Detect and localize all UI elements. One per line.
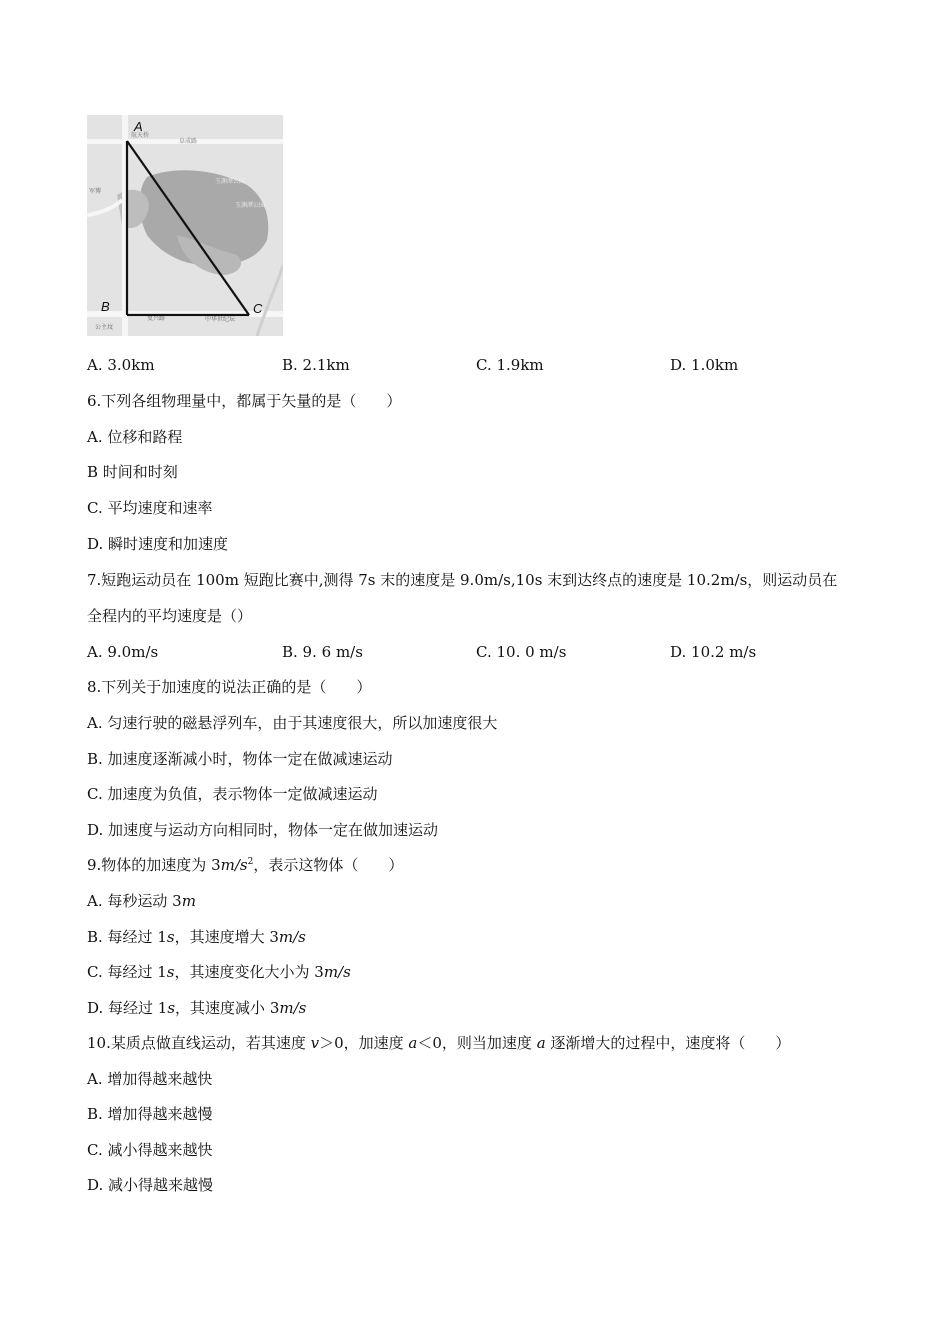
q9-option-b-unit-ms: m/s — [278, 928, 306, 946]
q9-option-d-text: D. 每经过 1 — [87, 999, 168, 1017]
q9-option-b-text: B. 每经过 1 — [87, 928, 167, 946]
q10-var-a-2: a — [536, 1034, 546, 1052]
map-label: 中华世纪坛 — [205, 316, 236, 323]
vertex-label-b: B — [101, 299, 110, 314]
q9-option-b-unit-s: s — [166, 928, 175, 946]
q7-option-b: B. 9. 6 m/s — [282, 643, 363, 661]
q5-option-b: B. 2.1km — [282, 356, 350, 374]
q10-var-a: a — [408, 1034, 418, 1052]
map-label: 航天桥 — [131, 132, 150, 139]
q10-option-a: A. 增加得越来越快 — [87, 1070, 213, 1088]
q9-option-c-mid: ，其速度变化大小为 3 — [174, 963, 324, 981]
q10-stem-p2: ＞0，加速度 — [319, 1034, 409, 1052]
q9-option-a — [87, 891, 196, 911]
q9-option-a-unit: m — [181, 892, 196, 910]
q6-option-c: C. 平均速度和速率 — [87, 499, 213, 517]
q10-stem-p3: ＜0，则当加速度 — [417, 1034, 537, 1052]
q10-stem-p4: 逐渐增大的过程中，速度将（ ） — [545, 1034, 791, 1052]
q9-stem-suffix: ，表示这物体（ ） — [253, 856, 404, 874]
q8-stem: 8.下列关于加速度的说法正确的是（ ） — [87, 678, 372, 696]
q10-option-b: B. 增加得越来越慢 — [87, 1105, 213, 1123]
q9-option-c-text: C. 每经过 1 — [87, 963, 167, 981]
q9-option-d-unit-ms: m/s — [279, 999, 307, 1017]
q10-option-c: C. 减小得越来越快 — [87, 1141, 213, 1159]
map-label: 玉渊潭公园 — [215, 178, 246, 185]
q9-option-b-mid: ，其速度增大 3 — [174, 928, 279, 946]
q9-stem-prefix: 9.物体的加速度为 3 — [87, 856, 221, 874]
q8-option-d: D. 加速度与运动方向相同时，物体一定在做加速运动 — [87, 821, 439, 839]
q10-var-v: v — [310, 1034, 320, 1052]
q9-unit-s: /s — [234, 856, 248, 874]
q10-option-d: D. 减小得越来越慢 — [87, 1176, 214, 1194]
map-label: 公主坟 — [95, 324, 114, 331]
q6-option-a: A. 位移和路程 — [87, 428, 183, 446]
q9-option-d-unit-s: s — [167, 999, 176, 1017]
q9-unit-m: m — [220, 856, 235, 874]
q7-stem-line2: 全程内的平均速度是（） — [87, 607, 253, 625]
q8-option-a: A. 匀速行驶的磁悬浮列车，由于其速度很大，所以加速度很大 — [87, 714, 498, 732]
q9-unit-sup: 2 — [247, 857, 254, 867]
q8-option-b: B. 加速度逐渐减小时，物体一定在做减速运动 — [87, 750, 393, 768]
q5-option-c: C. 1.9km — [476, 356, 544, 374]
q5-option-a: A. 3.0km — [87, 356, 155, 374]
q9-option-c — [87, 962, 351, 982]
q10-stem-p1: 10.某质点做直线运动，若其速度 — [87, 1034, 311, 1052]
map-label: 复兴路 — [147, 315, 166, 322]
q9-option-d-mid: ，其速度减小 3 — [175, 999, 280, 1017]
map-figure — [87, 115, 283, 336]
q9-option-c-unit-s: s — [166, 963, 175, 981]
q6-option-b: B 时间和时刻 — [87, 463, 178, 481]
q7-stem-line1: 7.短跑运动员在 100m 短跑比赛中,测得 7s 末的速度是 9.0m/s,10s 末到达终点的速度是 10.2m/s，则运动员在 — [87, 571, 838, 589]
vertex-label-a: A — [134, 119, 143, 134]
q10-stem — [87, 1033, 790, 1053]
q5-option-d: D. 1.0km — [670, 356, 739, 374]
q9-option-b — [87, 927, 306, 947]
q7-option-d: D. 10.2 m/s — [670, 643, 757, 661]
map-label: 军博 — [89, 188, 102, 195]
q7-option-a: A. 9.0m/s — [87, 643, 159, 661]
q8-option-c: C. 加速度为负值，表示物体一定做减速运动 — [87, 785, 378, 803]
q7-option-c: C. 10. 0 m/s — [476, 643, 567, 661]
map-label: 阜成路 — [179, 138, 198, 145]
q6-option-d: D. 瞬时速度和加速度 — [87, 535, 229, 553]
q9-option-d — [87, 998, 306, 1018]
q6-stem: 6.下列各组物理量中，都属于矢量的是（ ） — [87, 392, 402, 410]
q9-option-a-text: A. 每秒运动 3 — [87, 892, 182, 910]
map-label: 玉渊潭公园 — [235, 202, 266, 209]
vertex-label-c: C — [253, 301, 263, 316]
q9-stem — [87, 855, 403, 875]
q9-option-c-unit-ms: m/s — [323, 963, 351, 981]
